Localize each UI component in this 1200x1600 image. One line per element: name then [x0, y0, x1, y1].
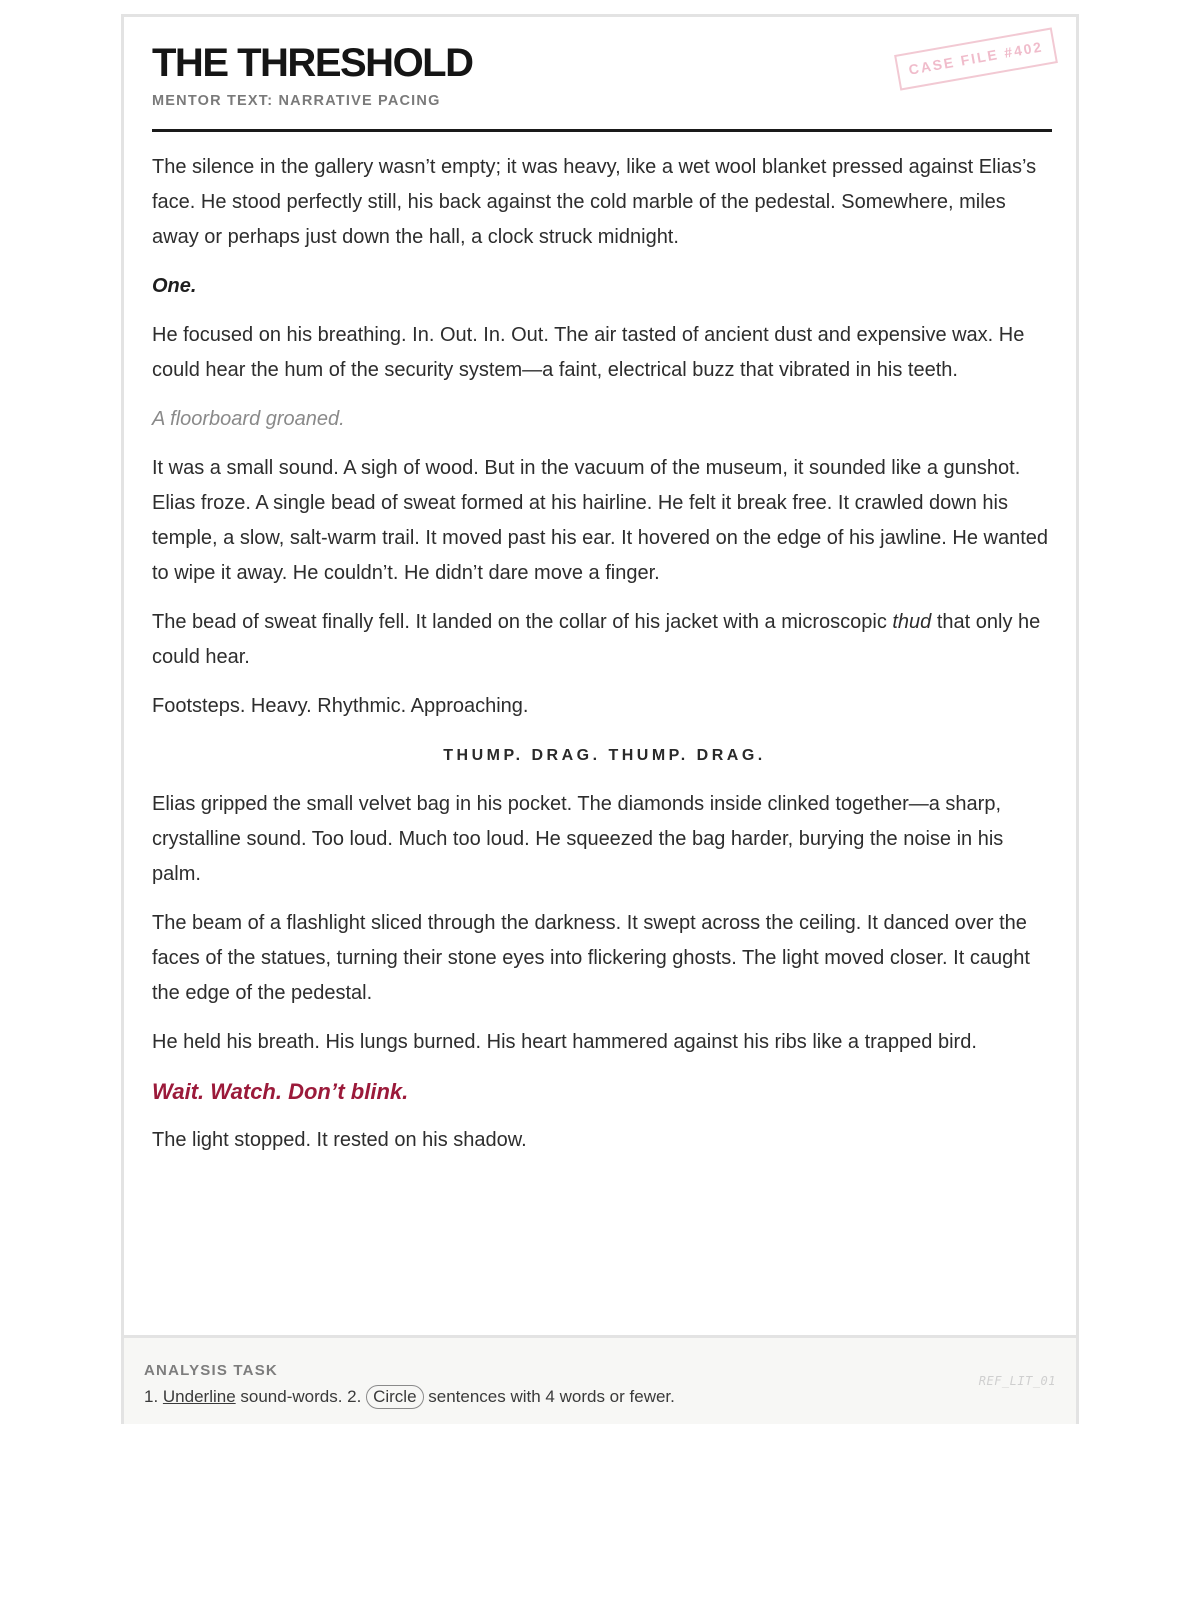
story-text	[152, 150, 1057, 1172]
analysis-task-instructions	[144, 1384, 675, 1410]
story-paragraph-4-end: that only he could hear.	[152, 611, 1041, 668]
task-step2-rest: sentences with 4 words or fewer.	[423, 1387, 675, 1406]
story-paragraph-8: He held his breath. His lungs burned. His heart hammered against his ribs like a trapped bird.	[152, 1031, 977, 1053]
story-emphasis-thud: thud	[892, 611, 932, 633]
task-step1-number: 1.	[144, 1387, 163, 1406]
story-paragraph-3: It was a small sound. A sigh of wood. But in the vacuum of the museum, it sounded like a gunshot. Elias froze. A single bead of sweat formed at his hairline. He felt it break free. It crawled down his temple, a slow, salt-warm trail. It moved past his ear. It hovered on the edge of his jawline. He wanted to wipe it away. He couldn’t. He didn’t dare move a finger.	[152, 457, 1049, 584]
story-sound-effect: THUMP. DRAG. THUMP. DRAG.	[443, 747, 766, 764]
story-paragraph-4-start: The bead of sweat finally fell. It landed on the collar of his jacket with a microscopic	[152, 611, 893, 633]
analysis-task-label: ANALYSIS TASK	[144, 1362, 278, 1379]
worksheet-card	[121, 14, 1079, 1424]
page-title: THE THRESHOLD	[152, 41, 473, 85]
story-paragraph-6: Elias gripped the small velvet bag in his pocket. The diamonds inside clinked together—a sharp, crystalline sound. Too loud. Much too loud. He squeezed the bag harder, burying the noise in his palm.	[152, 793, 1004, 885]
worksheet-header	[152, 17, 1052, 132]
story-paragraph-2: He focused on his breathing. In. Out. In. Out. The air tasted of ancient dust and expensive wax. He could hear the hum of the security system—a faint, electrical buzz that vibrated in his teeth.	[152, 324, 1025, 381]
story-paragraph-7: The beam of a flashlight sliced through the darkness. It swept across the ceiling. It danced over the faces of the statues, turning their stone eyes into flickering ghosts. The light moved closer. It caught the edge of the pedestal.	[152, 912, 1030, 1004]
analysis-task-panel	[124, 1335, 1076, 1424]
task-circle-word: Circle	[366, 1385, 423, 1409]
case-file-stamp: CASE FILE #402	[894, 27, 1058, 90]
story-paragraph-1: The silence in the gallery wasn’t empty; it was heavy, like a wet wool blanket pressed against Elias’s face. He stood perfectly still, his back against the cold marble of the pedestal. Somewhere, miles away or perhaps just down the hall, a clock struck midnight.	[152, 156, 1037, 248]
task-step1-rest: sound-words. 2.	[235, 1387, 367, 1406]
story-paragraph-4	[152, 605, 1057, 675]
page-subtitle: MENTOR TEXT: NARRATIVE PACING	[152, 93, 441, 109]
reference-code: REF_LIT_01	[978, 1374, 1056, 1388]
story-aside-floorboard: A floorboard groaned.	[152, 408, 345, 430]
story-tension-line: Wait. Watch. Don’t blink.	[152, 1079, 409, 1104]
story-beat-one: One.	[152, 275, 197, 297]
story-paragraph-5: Footsteps. Heavy. Rhythmic. Approaching.	[152, 695, 529, 717]
story-paragraph-9: The light stopped. It rested on his shadow.	[152, 1129, 527, 1151]
task-underline-word: Underline	[162, 1387, 236, 1406]
